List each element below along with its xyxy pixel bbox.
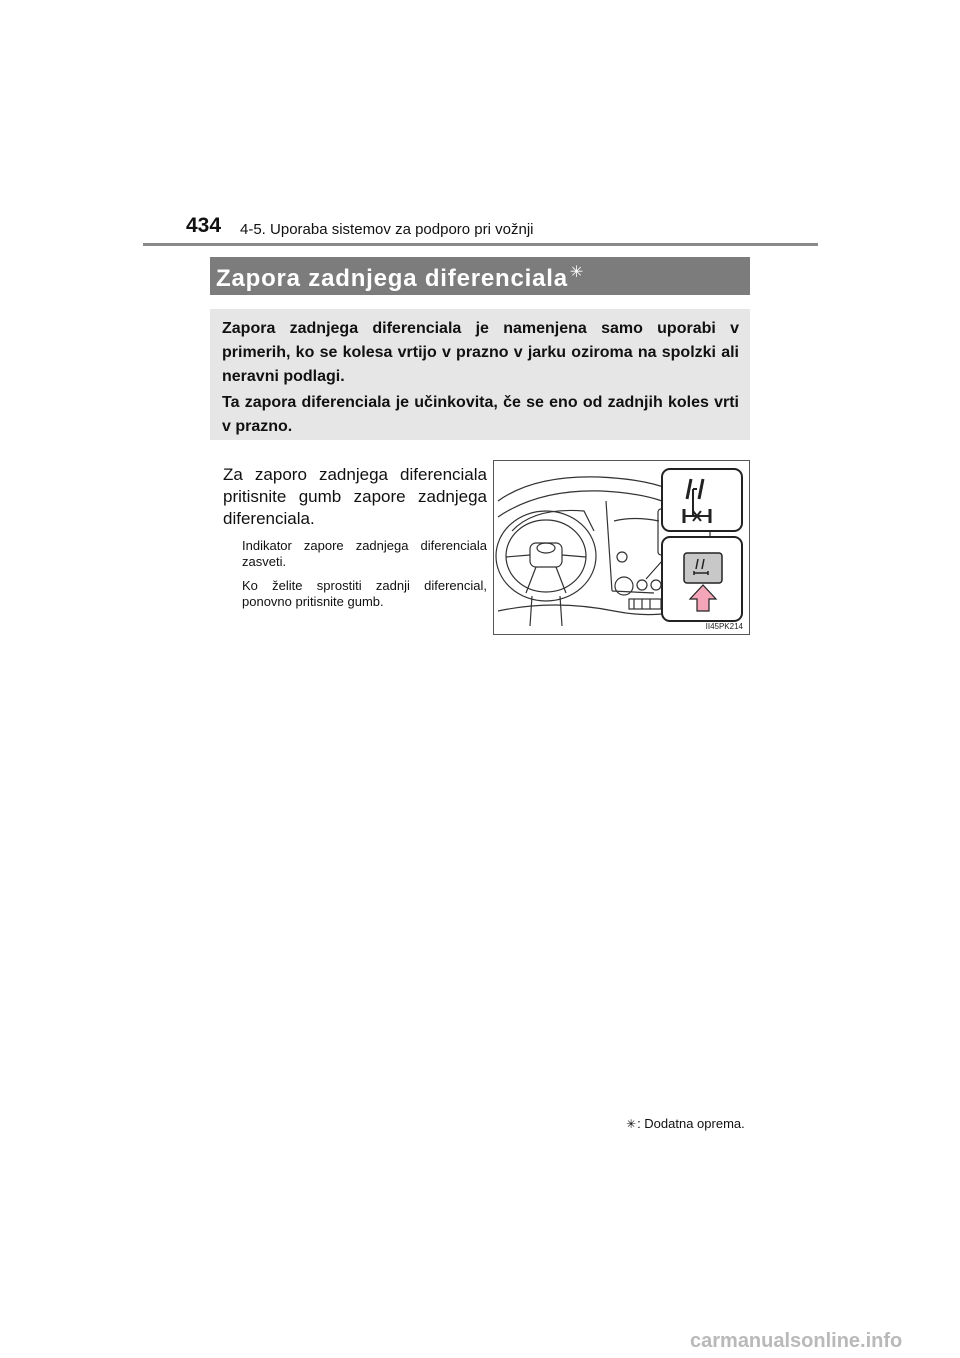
running-head: 4-5. Uporaba sistemov za podporo pri vožnji: [240, 221, 534, 238]
optional-equipment-mark: ✳: [569, 264, 585, 281]
section-title: [216, 262, 584, 293]
page-number: 434: [186, 214, 222, 237]
header-rule: [143, 243, 818, 246]
footnote-text: : Dodatna oprema.: [637, 1116, 745, 1131]
watermark: carmanualsonline.info: [690, 1330, 903, 1352]
section-title-text: Zapora zadnjega diferenciala: [216, 265, 568, 292]
dashboard-drawing: [494, 461, 749, 634]
dashboard-illustration: [493, 460, 750, 635]
footnote-mark: ✳: [626, 1117, 637, 1131]
section-title-bar: [210, 257, 750, 295]
button-callout: [662, 537, 742, 621]
intro-paragraph-2: Ta zapora diferenciala je učinkovita, če se eno od zadnjih koles vrti v prazno.: [222, 394, 739, 435]
footnote: [626, 1116, 745, 1131]
intro-box: [210, 309, 750, 440]
instruction-text: Za zaporo zadnjega diferenciala pritisnite gumb zapore zadnjega diferenciala.: [223, 465, 487, 528]
note-indicator: Indikator zapore zadnjega diferenciala zasveti.: [242, 538, 487, 569]
note-release: Ko želite sprostiti zadnji diferencial, ponovno pritisnite gumb.: [242, 578, 487, 609]
figure-code: II45PK214: [705, 622, 743, 631]
indicator-callout: [662, 469, 742, 531]
intro-paragraph-1: Zapora zadnjega diferenciala je namenjena samo uporabi v primerih, ko se kolesa vrtijo v prazno v jarku oziroma na spolzki ali neravni podlagi.: [222, 320, 739, 385]
